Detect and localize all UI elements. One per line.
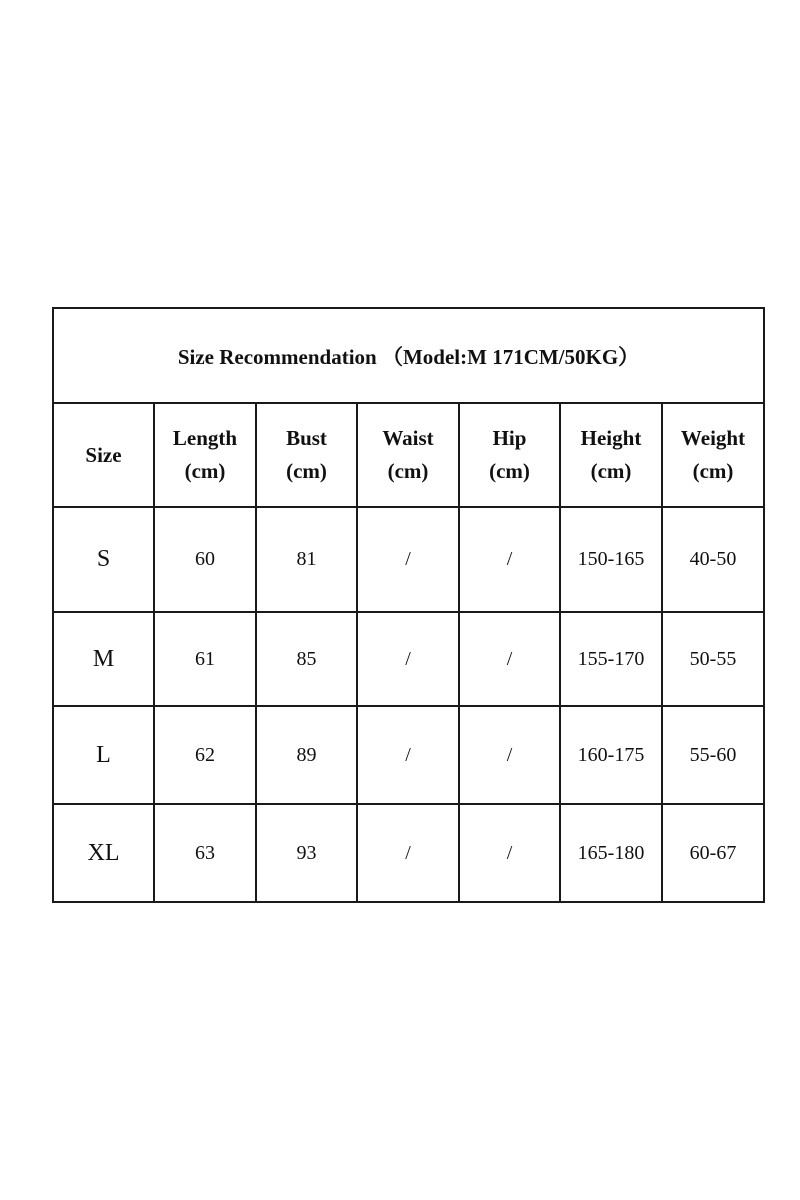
cell-size: L: [53, 706, 154, 804]
column-header-label: Height: [580, 426, 642, 450]
column-header-size: [53, 403, 154, 507]
column-header-label: Bust: [286, 426, 327, 450]
table-row-s: [53, 507, 764, 612]
column-header-unit: (cm): [286, 459, 327, 483]
cell-hip: /: [459, 507, 560, 612]
column-header-hip: [459, 403, 560, 507]
column-header-unit: (cm): [590, 459, 632, 483]
column-header-height: [560, 403, 662, 507]
cell-length: 60: [154, 507, 256, 612]
table-row-m: [53, 612, 764, 706]
column-header-label: Weight: [680, 426, 746, 450]
column-header-unit: (cm): [489, 459, 530, 483]
cell-size: S: [53, 507, 154, 612]
cell-height: 155-170: [560, 612, 662, 706]
column-header-unit: (cm): [692, 459, 734, 483]
cell-weight: 55-60: [662, 706, 764, 804]
cell-waist: /: [357, 507, 459, 612]
header-row: [53, 403, 764, 507]
cell-waist: /: [357, 706, 459, 804]
column-header-label: Length: [172, 426, 238, 450]
cell-length: 61: [154, 612, 256, 706]
cell-weight: 60-67: [662, 804, 764, 902]
size-chart-table: [52, 307, 765, 903]
column-header-unit: (cm): [184, 459, 226, 483]
cell-hip: /: [459, 612, 560, 706]
cell-height: 165-180: [560, 804, 662, 902]
cell-size: M: [53, 612, 154, 706]
table-row-l: [53, 706, 764, 804]
cell-hip: /: [459, 804, 560, 902]
cell-bust: 81: [256, 507, 357, 612]
cell-weight: 50-55: [662, 612, 764, 706]
table-title: Size Recommendation （Model:M 171CM/50KG）: [53, 308, 764, 403]
cell-size: XL: [53, 804, 154, 902]
column-header-weight: [662, 403, 764, 507]
cell-bust: 89: [256, 706, 357, 804]
cell-hip: /: [459, 706, 560, 804]
cell-height: 160-175: [560, 706, 662, 804]
cell-height: 150-165: [560, 507, 662, 612]
column-header-waist: [357, 403, 459, 507]
title-row: [53, 308, 764, 403]
cell-bust: 93: [256, 804, 357, 902]
cell-waist: /: [357, 804, 459, 902]
column-header-bust: [256, 403, 357, 507]
column-header-label: Waist: [382, 426, 434, 450]
column-header-label: Size: [85, 442, 122, 467]
column-header-length: [154, 403, 256, 507]
cell-bust: 85: [256, 612, 357, 706]
cell-length: 62: [154, 706, 256, 804]
column-header-unit: (cm): [387, 459, 429, 483]
cell-waist: /: [357, 612, 459, 706]
table-row-xl: [53, 804, 764, 902]
cell-weight: 40-50: [662, 507, 764, 612]
cell-length: 63: [154, 804, 256, 902]
column-header-label: Hip: [492, 426, 527, 450]
